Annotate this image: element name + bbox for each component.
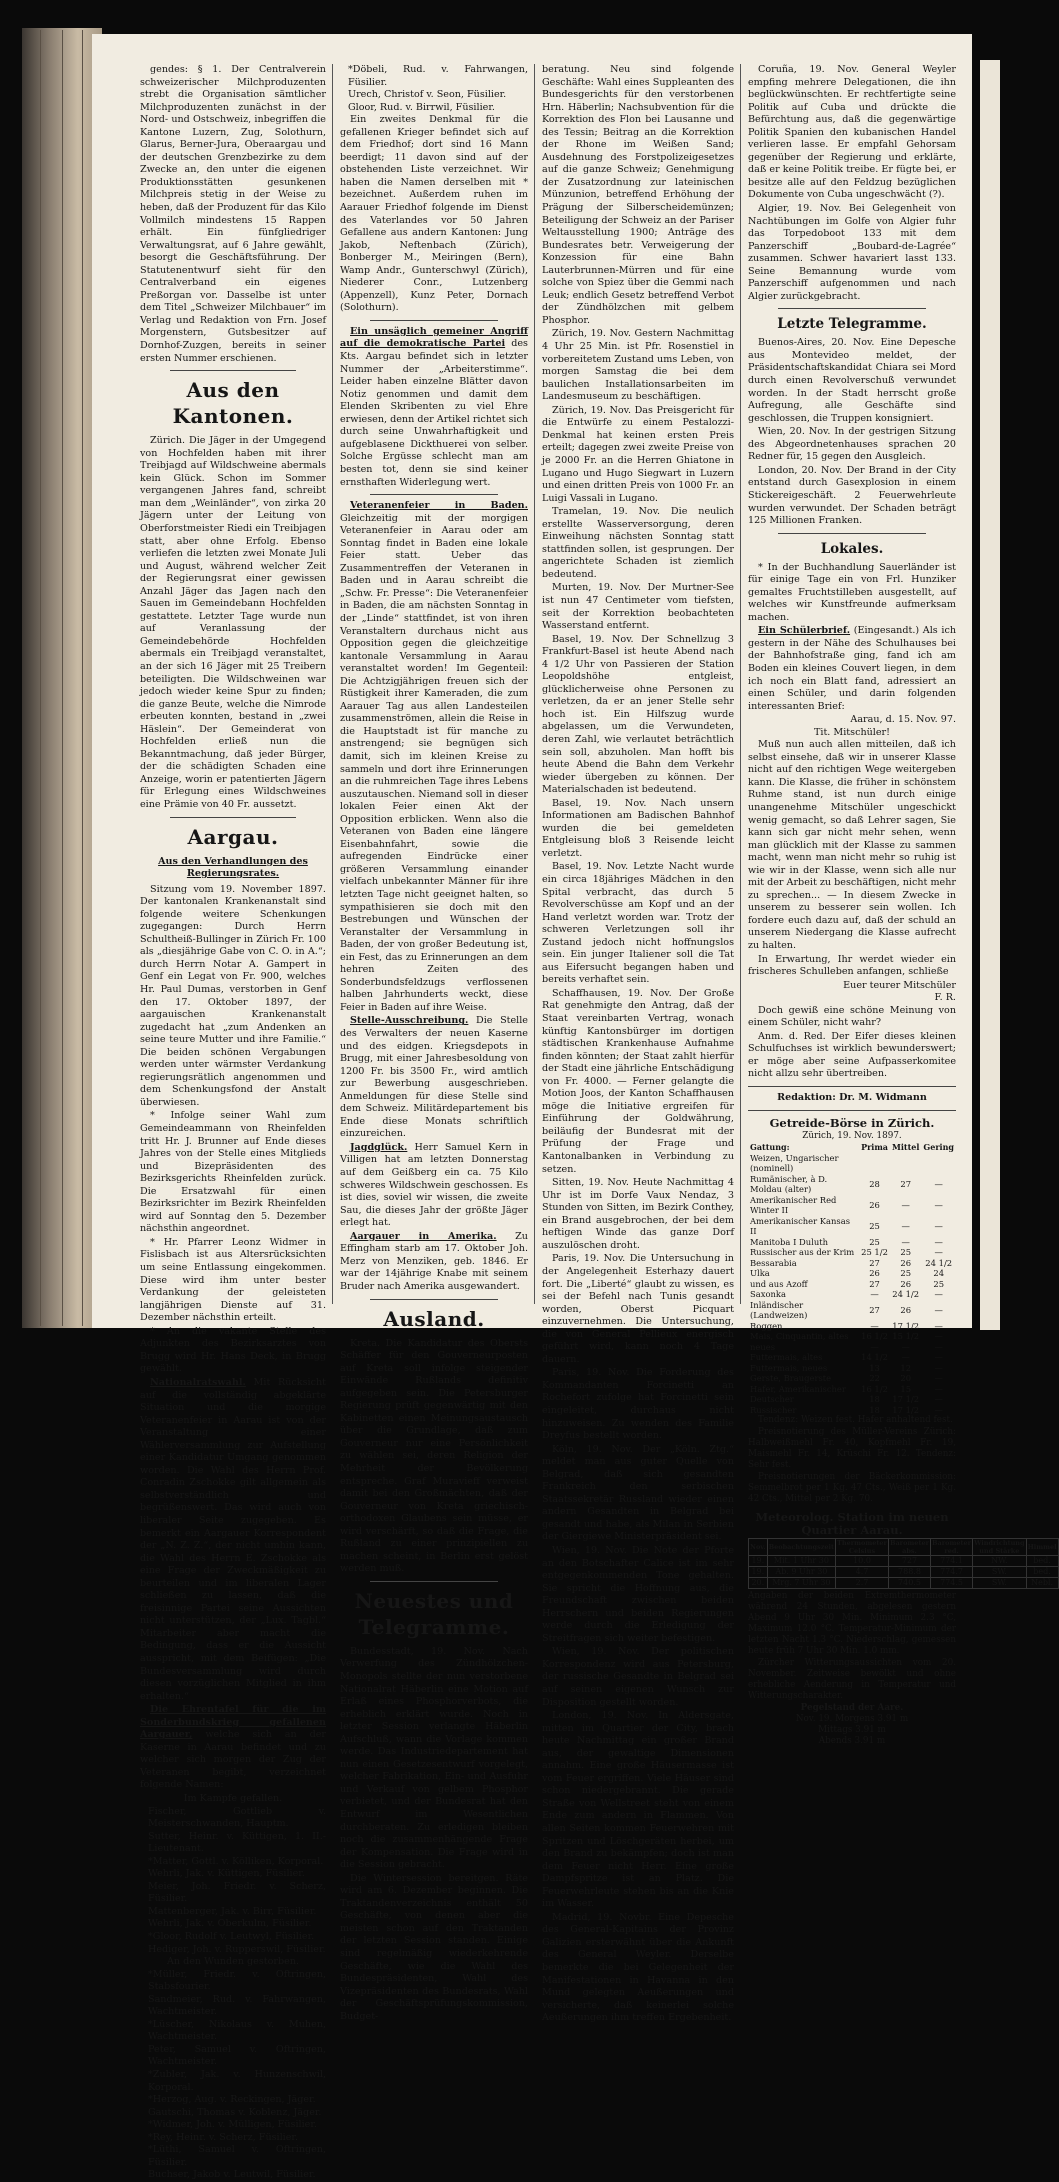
table-cell: Ulka: [750, 1268, 770, 1279]
tramelan-telegram: Tramelan, 19. Nov. Die neulich erstellte Wasserversorgung, deren Einweihung nächsten Sonntag statt stattfinden sollen, ist gesprungen. Der angerichtete Schaden ist ziemlich bedeutend.: [542, 506, 734, 580]
name-entry: Wehrli, Jak. v. Oberkulm, Füsilier.: [148, 1918, 312, 1930]
wounded-list: [140, 1969, 326, 2182]
table-cell: Hafer, Amerikanischer: [750, 1383, 846, 1394]
table-cell: Mais, Cinquantin, altes: [750, 1331, 849, 1342]
table-cell: 19.: [749, 1556, 768, 1567]
letter-comment: Doch gewiß eine schöne Meinung von einem Schüler, nicht wahr?: [748, 1004, 956, 1029]
column-2: [340, 64, 529, 2022]
flour-prices: Preisnotierung des Müller-Vereins Zürich: Halbweißmehl Fr. 40, Kopfmehl Fr. 19, Maismehl Fr. 14, Krüschi Fr. 12. Tendenz: Sehr fest.: [748, 1427, 956, 1471]
table-row: [749, 1567, 1059, 1578]
table-cell: —: [934, 1394, 943, 1405]
table-cell: [859, 1153, 890, 1174]
buenos-aires-telegram: Buenos-Aires, 20. Nov. Eine Depesche aus Montevideo meldet, der Präsidentschaftskandidat Chiara sei Mord durch einen Revolverschuß verwundet worden. In der Stadt herrscht große Aufregung, alle Geschäfte sind geschlossen, die Truppen konsigniert.: [748, 337, 956, 424]
table-cell: und aus Azoff: [750, 1278, 808, 1289]
zurich-telegram-1: Zürich, 19. Nov. Gestern Nachmittag 4 Uhr 25 Min. ist Pfr. Rosenstiel in vorbereitetem Zustand ums Leben, von morgen Samstag die bei dem baulichen Installationsarbeiten im Landesmuseum zu beschäftigen.: [542, 328, 734, 403]
name-entry: Gautschi, Thomas v. Koblenz, Jäger.: [148, 2106, 322, 2118]
table-cell: 17 1/2: [892, 1320, 920, 1331]
table-cell: 27: [869, 1278, 880, 1289]
letter-closing: In Erwartung, Ihr werdet wieder ein frischeres Schulleben anfangen, schließe: [748, 953, 956, 978]
table-row: [749, 1578, 1059, 1589]
grain-exchange-title: Getreide-Börse in Zürich.: [769, 1115, 935, 1130]
table-cell: —: [934, 1320, 943, 1331]
bundesstadt-article: Bundesstadt, 19. Nov. Nach Verwerfung des Zündhölzchen-Monopols stellte der nun verstorbene Nationalrat Häberlin eine Motion auf Erlaß eines Phosphorverbots, die erheblich erklärt wurde. Noch in letzter Session verlangte Häberlin Aufschluß, wann die Vorlage kommen werde. Das Industriedepartement hat nun einen Gesetzesentwurf vorgelegt, welcher Fabrikation, Ein- und Ausfuhr und Verkauf von gelbem Phosphor verbietet, und der Bundesrat hat den Entwurf im Wesentlichen durchberaten. Zu erledigen bleiben noch die zusammenhängende Frage der Kompensation. Die Frage wird in die Session gebracht.: [340, 1645, 528, 1871]
table-header: Barometer red.: [932, 1539, 972, 1556]
election-title: Nationalratswahl.: [150, 1376, 246, 1388]
hunt-article: Herr Samuel Kern in Villigen hat am letzten Donnerstag auf dem Geißberg ein ca. 75 Kilo schweres Wildschwein geschossen. Es ist dies, soviel wir wissen, die zweite Sau, die dieses Jahr der größte Jäger erlegt hat.: [340, 1141, 528, 1229]
london-telegram: London, 19. Nov. In Aldersgate, mitten im Quartier der City, brach heute Nachmittag ein großer Brand aus, der gewaltige Dimensionen annahm. Eine große Häusermasse ist vom Feuer ergriffen. Viele Häuser sind schon niedergebrannt. Die gerade Straße von Wellstreet steht von einem Ende zum andern in Flammen. Von allen Seiten kommen Feuerwehren mit Spritzen und Löschgeräten herbei, um den Brand zu bekämpfen; doch ist man dem Feuer nicht Herr. Eine große Dampfspritze ist an Platz. Die Feuerwehrleute stehen bis an die Knie im Wasser.: [542, 1710, 734, 1910]
river-level-entry: Mittags 3.91 m: [818, 1725, 886, 1736]
table-row: [748, 1289, 956, 1300]
table-cell: Russischer aus der Krim: [750, 1247, 855, 1258]
table-cell: Nebl.: [1026, 1578, 1058, 1589]
divider: [778, 533, 926, 534]
name-entry: *Zubler, Jak. v. Hunzenschwil, Korporal.: [148, 2069, 326, 2093]
table-cell: —: [870, 1341, 879, 1352]
table-cell: Bessarabia: [750, 1257, 797, 1268]
newspaper-page: [92, 34, 1057, 2181]
table-row: [748, 1342, 956, 1353]
student-letter-title: Ein Schülerbrief.: [758, 625, 851, 637]
name-entry: Peter, Samuel v. Oftringen, Wachtmeister.: [148, 2043, 326, 2068]
table-cell: Weizen, Ungarischer (nominell): [750, 1152, 839, 1174]
letter-date: Aarau, d. 15. Nov. 97.: [850, 714, 956, 726]
table-cell: 26: [900, 1278, 912, 1289]
basel-telegram-3: Basel, 19. Nov. Letzte Nacht wurde ein circa 18jähriges Mädchen in den Spital verbracht, das durch 5 Revolverschüsse am Kopf und an der Hand verletzt worden war. Trotz der schweren Verletzungen soll ihr Zustand jedoch nicht hoffnungslos sein. Ein junger Italiener soll die Tat aus Eifersucht begangen haben und bereits verhaftet sein.: [542, 861, 734, 986]
table-cell: neues: [750, 1341, 775, 1352]
widmer-notice: * Hr. Pfarrer Leonz Widmer in Fislisbach ist aus Altersrücksichten um seine Entlassung eingekommen. Diese wird ihm unter bester Verdankung der geleisteten langjährigen Dienste auf 31. Dezember nächsthin erteilt.: [140, 1236, 326, 1324]
table-cell: Amerikanischer Kansas II: [750, 1215, 851, 1237]
table-header: Beobachtungszeit: [767, 1539, 835, 1556]
table-row: [749, 1556, 1059, 1567]
wien-telegram: Wien, 20. Nov. In der gestrigen Sitzung des Abgeordnetenhauses sprachen 20 Redner für, 15 gegen den Ausgleich.: [748, 426, 956, 463]
letter-sign: Euer teurer Mitschüler: [843, 979, 956, 991]
veterans-article: Gleichzeitig mit der morgigen Veteranenfeier in Aarau oder am Sonntag findet in Baden eine lokale Feier statt. Ueber das Zusammentreffen der Veteranen in Baden und in Aarau schreibt die „Schw. Fr. Presse“: Die Veteranenfeier in Baden, die am nächsten Sonntag in der „Linde“ stattfindet, ist von ihren Veranstaltern durchaus nicht aus Opposition gegen die gleichzeitige kantonale Versammlung in Aarau veranstaltet worden! Im Gegenteil: Die Achtzigjährigen freuen sich der Rüstigkeit ihrer Kameraden, die zum Aarauer Tag aus allen Landesteilen zusammenströmen, allein die Reise in die Hauptstadt ist für manche zu anstrengend; sie begnügen sich damit, sich im kleinen Kreise zu sammeln und dort ihre Erinnerungen an die ruhmreichen Tage ihres Lebens auszutauschen. Niemand soll in dieser lokalen Feier einen Akt der Opposition erblicken. Wenn also die Veteranen von Baden eine längere Eisenbahnfahrt, sowie die aufregenden Eindrücke einer größeren Versammlung einander vielfach unbekannter Männer für ihre letzten Tage nicht geeignet halten, so sympathisieren sie doch mit den Bestrebungen und Wünschen der Veranstalter der Versammlung in Baden, der von großer Bedeutung ist, ein Fest, das zu Erinnerungen an dem hehren Zeiten des Sonderbundsfeldzugs verflossenen halben Jahrhunderts weckt, diese Feier in Baden auf ihre Weise.: [340, 512, 528, 1013]
name-entry: Buchser, Jakob v. Leutwil, Füsilier.: [148, 2169, 316, 2181]
divider: [370, 1581, 498, 1582]
name-entry: *Lüscher, Nikolaus v. Muhen, Wachtmeister.: [148, 2018, 326, 2043]
table-cell: —: [934, 1178, 943, 1189]
fallen-list: [140, 1806, 326, 1957]
job-article: Die Stelle des Verwalters der neuen Kaserne und des eidgen. Kriegsdepots in Brugg, mit einer Jahresbesoldung von 1200 Fr. bis 3500 Fr., wird amtlich zur Bewerbung ausgeschrieben. Anmeldungen für diese Stelle sind dem Schweiz. Militärdepartement bis Ende diese Monats schriftlich einzureichen.: [340, 1015, 528, 1140]
table-cell: 24 1/2: [892, 1289, 920, 1300]
student-letter-intro: (Eingesandt.) Als ich gestern in der Nähe des Schulhauses bei der Bahnhofstraße ging, fand ich am Boden ein kleines Couvert liegen, in dem ich noch ein Blatt fand, adressiert an einen Schüler, und darin folgenden interessanten Brief:: [748, 625, 956, 712]
table-cell: Manitoba I Duluth: [750, 1236, 828, 1247]
table-cell: bed.: [1026, 1567, 1058, 1578]
name-entry: Wehrli, Jak. v. Küttigen, Füsilier.: [148, 1868, 305, 1880]
table-header: Thermometer Celsius: [837, 1539, 887, 1556]
attack-title: Ein unsäglich gemeiner Angriff auf die demokratische Partei: [340, 325, 528, 350]
table-cell: 25: [900, 1268, 912, 1279]
table-row: [748, 1247, 956, 1258]
america-article: Zu Effingham starb am 17. Oktober Joh. Merz von Menziken, geb. 1846. Er war der 14jährige Knabe mit seinem Bruder nach Amerika ausgewandert.: [340, 1230, 528, 1292]
brunner-notice: * Infolge seiner Wahl zum Gemeindeammann von Rheinfelden tritt Hr. J. Brunner auf Ende dieses Jahres von der Stelle eines Mitglieds und Bizepräsidenten des Bezirksgerichts Rheinfelden zurück. Die Ersatzwahl für einen Bezirksrichter im Bezirk Rheinfelden wird auf Sonntag den 5. Dezember nächsthin angeordnet.: [140, 1110, 326, 1235]
table-cell: 4.7: [836, 1567, 889, 1578]
table-cell: —: [934, 1383, 943, 1394]
river-level-list: [748, 1714, 956, 1747]
table-cell: 740.5: [888, 1578, 930, 1589]
table-header: Prima: [861, 1142, 888, 1153]
table-header: Nov.: [749, 1539, 768, 1556]
section-heading-aargau: Aargau.: [187, 824, 279, 849]
table-cell: 13: [869, 1362, 880, 1373]
fallen-heading: Im Kampfe gefallen.: [183, 1793, 283, 1804]
koln-telegram: Köln, 19. Nov. Der „Köln. Ztg.“ meldet man aus guter Quelle von Belgrad, daß sich gesandten Frankreich den serbischen Staatssekretär Russland wieder einen andern Gesandten in Belgrad bei gesandt und habe, als Milan in Serbien der Giergiewe Ministerpräsident sei.: [542, 1443, 734, 1543]
grain-exchange-date: Zürich, 19. Nov. 1897.: [802, 1131, 902, 1142]
table-cell: —: [934, 1220, 943, 1231]
table-cell: 10.0: [836, 1556, 889, 1567]
divider: [370, 494, 498, 495]
table-cell: —: [934, 1304, 943, 1315]
table-cell: —: [934, 1289, 943, 1300]
table-cell: Russischer: [750, 1404, 797, 1415]
table-cell: 774.7: [931, 1567, 973, 1578]
table-cell: 19.: [749, 1567, 768, 1578]
session-items-article: beratung. Neu sind folgende Geschäfte: Wahl eines Suppleanten des Bundesgerichts für den verstorbenen Hrn. Häberlin; Nachsubvention für die Korrektion des Flon bei Lausanne und des Tessin; Beitrag an die Korrektion der Rhone im Weißen Sand; Ausdehnung des Forstpolizeigesetzes auf die ganze Schweiz; Genehmigung der Zusatzordnung zur lateinischen Münzunion, betreffend Erhöhung der Prägung der Silberscheidemünzen; Beteiligung der Schweiz an der Pariser Weltausstellung 1900; Anträge des Bundesrates betr. Verweigerung der Konzession für eine Bahn Lauterbrunnen-Mürren und für eine solche von Spiez über die Gemmi nach Leuk; endlich Gesetz betreffend Verbot der Zündhölzchen mit gelbem Phosphor.: [542, 64, 734, 326]
name-entry: Fischer, Gottlieb v. Meisterschwanden, Hauptm.: [148, 1805, 326, 1830]
name-entry: *Matter, Gottl. v. Kölliken, Korporal.: [148, 1855, 324, 1867]
hunt-title: Jagdglück.: [350, 1141, 408, 1153]
sitten-telegram: Sitten, 19. Nov. Heute Nachmittag 4 Uhr ist im Dorfe Vaux Nendaz, 3 Stunden von Sitten, im Bezirk Conthey, ein Brand ausgebrochen, der bei dem heftigen Winde das ganze Dorf auszulöschen droht.: [542, 1177, 734, 1251]
extreme-thermometer: Angaben der beiden Extremthermometer während 24 Stunden, abgelesen gestern Abend 9 Uhr 30 Min. Minimum 2.3 °C, Maximum 12.0 °C. Temperatur-Minimum der letzten Nacht 1.3 °C. Niederschlag, gemessen heute früh 7 Uhr 30 Min. 1.0 mm.: [748, 1591, 956, 1657]
milk-association-article: gendes: § 1. Der Centralverein schweizerischer Milchproduzenten strebt die Organisation sämtlicher Milchproduzenten zunächst in der Nord- und Ostschweiz, inbegriffen die Kantone Luzern, Zug, Solothurn, Glarus, Berner-Jura, Oberaargau und der deutschen Grenzbezirke zu dem Zwecke an, den unter die eigenen Produktionsstätten gesunkenen Milchpreis stetig in der Weise zu heben, daß der Produzent für das Kilo Vollmilch mindestens 15 Rappen erhält. Ein fünfgliedriger Verwaltungsrat, auf 6 Jahre gewählt, besorgt die Geschäftsführung. Der Statutenentwurf sieht für den Centralverband ein eigenes Preßorgan vor. Dasselbe ist unter dem Titel „Schweizer Milchbauer“ im Verlag und Redaktion von Frn. Josef Morgenstern, Gutsbesitzer auf Dornhof-Zuzgen, bereits in seiner ersten Nummer erschienen.: [140, 64, 326, 364]
divider: [370, 320, 498, 321]
divider: [748, 1086, 956, 1087]
sauerlaender-notice: * In der Buchhandlung Sauerländer ist für einige Tage ein von Frl. Hunziker gemaltes Fruchtstilleben ausgestellt, auf welches wir Kunstfreunde aufmerksam machen.: [748, 561, 956, 623]
table-cell: 788.8: [888, 1567, 930, 1578]
editor-note: Anm. d. Red. Der Eifer dieses kleinen Schulfuchses ist wirklich bewunderswert; er möge aber seine Aufpasserkomitee nicht allzu sehr übertreiben.: [748, 1030, 956, 1080]
column-rule: [534, 64, 535, 1304]
binding-edge: [40, 30, 41, 1326]
name-entry: Sutter, Heinr. v. Küttigen, 1. II.-Lieutenant.: [148, 1830, 326, 1855]
wien-telegram-2: Wien, 19. Nov. Der politischen Korrespondenz wird aus Petersburg, der russische Gesandte in Belgrad sei auf seinen eigenen Wunsch zur Disposition gestellt worden.: [542, 1646, 734, 1708]
table-row: [748, 1363, 956, 1374]
table-cell: Ab. 9 Uhr 30: [767, 1567, 835, 1578]
names-continued: [340, 64, 528, 114]
table-row: [748, 1394, 956, 1405]
table-cell: 20: [900, 1373, 912, 1384]
basel-telegram-1: Basel, 19. Nov. Der Schnellzug 3 Frankfurt-Basel ist heute Abend nach 4 1/2 Uhr von Passieren der Station Leopoldshöhe entgleist, glücklicherweise ohne Personen zu verletzen, da er an jener Stelle sehr hoch ist. Ein Hilfszug wurde abgelassen, um die Verwundeten, deren Zahl, wie verlautet beträchtlich sein soll, abzuholen. Man hofft bis heute Abend die Bahn dem Verkehr wieder übergeben zu können. Der Materialschaden ist bedeutend.: [542, 633, 734, 796]
name-entry: *Müller, Friedr. v. Oftringen, Stabsfourier.: [148, 1968, 326, 1993]
table-header: Mittel: [891, 1142, 920, 1153]
table-cell: Inländischer (Landweizen): [750, 1299, 808, 1321]
table-cell: 727: [888, 1556, 930, 1567]
table-cell: SW.: [973, 1578, 1027, 1589]
table-cell: 774.5: [931, 1578, 973, 1589]
table-cell: —: [901, 1352, 910, 1363]
table-cell: —: [870, 1320, 879, 1331]
table-cell: Mrg. 7 Uhr 30: [767, 1578, 835, 1589]
table-cell: Deutscher: [750, 1394, 794, 1405]
letter-initials: F. R.: [934, 992, 956, 1004]
editor-line: Redaktion: Dr. M. Widmann: [777, 1092, 927, 1104]
name-entry: Sandmeier, Rud. v. Fahrwangen, Wachtmeister.: [148, 1993, 326, 2018]
weather-outlook: Zürcher Witterungsaussichten vom 20. November. Zeitweise bewölkt und ohne erhebliche Aenderung in Temperatur und Witterungscharakter.: [748, 1658, 956, 1702]
table-cell: 27: [869, 1304, 880, 1315]
article-zurich-hunt: Zürich. Die Jäger in der Umgegend von Hochfelden haben mit ihrer Treibjagd auf Wildschweine abermals kein Glück. Schon im Sommer vergangenen Jahres fand, schreibt man dem „Weinländer“, von zirka 20 Jägern unter der Leitung von Oberforstmeister Riedi ein Treibjagen statt, aber ohne Erfolg. Ebenso verliefen die letzten zwei Monate Juli und August, während welcher Zeit der Regierungsrat einer gewissen Anzahl Jäger das Jagen nach den Sauen im Gemeindebann Hochfelden gestattete. Letzter Tage wurde nun auf Veranlassung der Gemeindebehörde Hochfelden abermals ein Treibjagd veranstaltet, an der sich 16 Jäger mit 25 Treibern beteiligten. Die Wildschweinen war jedoch wieder keine Spur zu finden; die ganze Beute, welche die Nimrode erbeuten konnten, bestand in „zwei Häslein“. Der Gemeinderat von Hochfelden erließ nun die Bekanntmachung, daß jeder Bürger, der die schädigten Schaden eine Anzeige, worin er patentierten Jägern für Erlegung eines Wildschweines eine Prämie von 40 Fr. aussetzt.: [140, 435, 326, 810]
table-cell: —: [901, 1220, 910, 1231]
attack-article: des Kts. Aargau befindet sich in letzter Nummer der „Arbeiterstimme“. Leider haben einzelne Blätter davon Notiz genommen und damit dem Elenden Skribenten zu viel Ehre erwiesen, denn der Artikel richtet sich durch seine Unwahrhaftigkeit und aufgeblasene Dickthuerei von selber. Solche Ergüsse schlecht man am besten tot, denn sie sind keiner ernsthaften Widerlegung wert.: [340, 338, 529, 488]
divider: [778, 308, 926, 309]
madrid-telegram: Madrid, 19. Novbr. Eine Depesche des General-Kapitains der Provinz Galizien ersterwähnt über die Ankunft des General Weyler. Derselbe bemerkte die bei Gelegenheit der Manifestationen in Havanna in den Mund gelegten Aeußerungen und versicherte, daß keinerlei solche Aeußerungen ihm treffen Ergebenheit.: [542, 1911, 734, 2024]
table-cell: —: [901, 1236, 910, 1247]
table-row: [748, 1268, 956, 1279]
table-cell: 20.: [749, 1578, 768, 1589]
table-cell: —: [934, 1362, 943, 1373]
table-row: [748, 1153, 956, 1174]
grain-price-table: [748, 1142, 956, 1415]
table-header: Himmel: [1026, 1539, 1058, 1556]
section-heading-telegrams: Neuestes und Telegramme.: [354, 1588, 514, 1639]
table-cell: —: [934, 1352, 943, 1363]
table-cell: 16 1/2: [861, 1331, 888, 1342]
table-cell: 12: [900, 1362, 912, 1373]
table-cell: 28: [869, 1178, 880, 1189]
section-heading-kantone: Aus den Kantonen.: [172, 378, 294, 429]
table-row: [748, 1331, 956, 1342]
column-3: [542, 64, 734, 2024]
paris-telegram-1: Paris, 19. Nov. Die Untersuchung in der Angelegenheit Esterhazy dauert fort. Die „Liberté“ glaubt zu wissen, es sei der Befehl nach Tunis gesandt worden, Oberst Picquart einzuvernehmen. Die Untersuchung, die von General Pellieux energisch geführt wird, kann noch 4 Tage dauern.: [542, 1253, 734, 1365]
lokales-heading: Lokales.: [820, 540, 884, 557]
table-cell: 25: [933, 1278, 945, 1289]
table-row: [748, 1216, 956, 1237]
table-cell: 17 1/2: [892, 1394, 920, 1405]
coruna-telegram: Coruña, 19. Nov. General Weyler empfing mehrere Delegationen, die ihn beglückwünschten. Er rechtfertigte seine Politik auf Cuba und drückte die Befürchtung aus, daß die gegenwärtige Politik Spanien den kubanischen Handel verlieren lasse. Er empfahl Gehorsam gegenüber der Regierung und erklärte, daß er keine Politik treibe. Er fügte bei, er besitze alle auf den Feldzug bezüglichen Dokumente von Cuba ungeschwächt (?).: [748, 64, 956, 201]
table-cell: —: [934, 1236, 943, 1247]
table-cell: —: [934, 1404, 943, 1415]
table-cell: SW.: [973, 1567, 1027, 1578]
america-title: Aargauer in Amerika.: [350, 1230, 497, 1242]
job-title: Stelle-Ausschreibung.: [350, 1015, 469, 1027]
algier-telegram: Algier, 19. Nov. Bei Gelegenheit von Nachtübungen im Golfe von Algier fuhr das Torpedoboot 133 mit dem Panzerschiff „Boubard-de-Lagrée“ zusammen. Schwer havariert lasst 133. Seine Bemannung wurde vom Panzerschiff aufgenommen und nach Algier zurückgebracht.: [748, 203, 956, 302]
table-row: [748, 1237, 956, 1248]
last-telegrams-heading: Letzte Telegramme.: [777, 316, 927, 333]
table-cell: 22: [869, 1373, 880, 1384]
table-cell: 27: [869, 1257, 880, 1268]
table-cell: 26: [900, 1304, 912, 1315]
table-cell: 25: [900, 1247, 912, 1258]
table-cell: 26: [900, 1257, 912, 1268]
table-cell: 24 1/2: [925, 1257, 953, 1268]
table-cell: 27: [900, 1178, 912, 1189]
table-cell: —: [934, 1331, 943, 1342]
letter-salutation: Tit. Mitschüler!: [813, 726, 890, 738]
table-cell: 26: [869, 1199, 880, 1210]
memorial-title: Die Ehrentafel für die im Sonderbundskrieg gefallenen Aargauer,: [140, 1704, 326, 1741]
column-1: [140, 64, 326, 2181]
wounded-heading: An den Wunden gestorben.: [166, 1956, 300, 1968]
name-entry: Hediger, Joh. v. Rupperswil, Füsilier.: [148, 1943, 326, 1955]
table-row: [748, 1258, 956, 1269]
table-row: [748, 1352, 956, 1363]
weather-table: [748, 1538, 1059, 1589]
grain-tendency: Tendenz: Weizen fest. Hafer anhaltend fest.: [758, 1415, 953, 1426]
name-entry: *Herzog, Aug. v. Reckingen, Jäger.: [148, 2094, 316, 2106]
table-cell: —: [934, 1373, 943, 1384]
name-entry: Mattenberger, Jak. v. Birr, Füsilier.: [148, 1905, 317, 1917]
table-cell: bed.: [1026, 1556, 1058, 1567]
london-fire-telegram: London, 20. Nov. Der Brand in der City entstand durch Gasexplosion in einem Stickereigeschäft. 2 Feuerwehrleute wurden verwundet. Der Schaden beträgt 125 Millionen Franken.: [748, 464, 956, 527]
table-cell: 14 1/2: [861, 1352, 888, 1363]
table-header: Windrichtung und Stärke: [974, 1539, 1025, 1556]
deck-notice: * An die vakante Stelle des Adjunkten des Bezirksarztes von Brugg wird Hr. Hans Deck, in Brugg gewählt.: [140, 1325, 326, 1375]
name-entry: *Lüthi, Samuel v. Oftringen, Füsilier.: [148, 2144, 326, 2168]
table-cell: Futtermais, neues: [750, 1362, 828, 1373]
table-row: [748, 1279, 956, 1290]
table-cell: 2.7: [836, 1578, 889, 1589]
weather-station-title: Meteorolog. Station im neuen Quartier Aarau.: [755, 1510, 949, 1537]
table-cell: Saxonka: [750, 1289, 786, 1300]
river-level-entry: Abends 3.91 m: [818, 1736, 886, 1747]
table-cell: 17 1/2: [892, 1404, 920, 1415]
table-row: [748, 1405, 956, 1416]
table-cell: Rumänischer, à D. Moldau (alter): [750, 1173, 828, 1195]
table-cell: Mit. 1 Uhr 30: [767, 1556, 835, 1567]
paris-telegram-2: Paris, 19. Nov. Die Forderung des Kommandanten Forcinetti an Rochefort zufolge hat Forcinetti sein eingeleitet, durchaus nicht hinzuweisen. Zu wenden des Familie Dreyfus bestellt worden.: [542, 1367, 734, 1442]
table-cell: 15: [900, 1383, 912, 1394]
table-cell: —: [934, 1247, 943, 1258]
veterans-title: Veteranenfeier in Baden.: [350, 500, 528, 512]
table-cell: 18: [869, 1404, 880, 1415]
table-cell: [921, 1153, 956, 1174]
winter-session-article: Die Wintersession bereitgen. Räte wird am 6. Dezember beginnen. Die Traktandenverzeichnis enthält 50 Geschäfte, von denen aber die meisten schon auf den Traktanden der letzten Session standen. Einige sind regelmäßig wiederkehrende Geschäfte, wie die Wahl des Bundespräsidenten, Wahl des Vizepräsidenten des Bundesrats, Wahl der Geschäftsprüfungskommission, Budget-: [340, 1872, 528, 2022]
column-rule: [332, 64, 333, 1304]
table-cell: NW.: [973, 1556, 1027, 1567]
table-cell: 25: [869, 1220, 880, 1231]
binding-edge: [82, 30, 83, 1326]
name-entry: *Gloor, Rudolf v. Leutwyl, Füsilier.: [148, 1931, 315, 1943]
table-header: Gering: [923, 1142, 954, 1153]
column-rule: [740, 64, 741, 1304]
table-cell: —: [934, 1199, 943, 1210]
table-cell: Roggen: [750, 1320, 783, 1331]
section-heading-ausland: Ausland.: [383, 1306, 485, 1331]
column-4: [748, 64, 1057, 1747]
table-cell: 24: [933, 1268, 945, 1279]
zurich-telegram-2: Zürich, 19. Nov. Das Preisgericht für die Entwürfe zu einem Pestalozzi-Denkmal hat keinen ersten Preis erteilt; dagegen zwei zweite Preise von je 2000 Fr. an die Herren Ghiatone in Lugano und Hugo Siegwart in Luzern und einen dritten Preis von 1000 Fr. an Luigi Vassali in Lugano.: [542, 404, 734, 504]
basel-telegram-2: Basel, 19. Nov. Nach unsern Informationen am Badischen Bahnhof wurden die bei gemeldeten Entgleisung bloß 3 Reisende leicht verletzt.: [542, 797, 734, 859]
divider: [170, 817, 296, 818]
table-cell: Amerikanischer Red Winter II: [750, 1194, 837, 1216]
table-row: [748, 1174, 956, 1195]
table-cell: [890, 1153, 921, 1174]
table-cell: —: [901, 1199, 910, 1210]
schaffhausen-telegram: Schaffhausen, 19. Nov. Der Große Rat genehmigte den Antrag, daß der Staat vereinbarten Vertrag, wonach künftig Kantonsbürger im dortigen städtischen Krankenhause Aufnahme finden könnten; der Staat zahlt hierfür der Stadt eine jährliche Entschädigung von Fr. 4000. — Ferner gelangte die Motion Joos, der Kanton Schaffhausen möge die Initiative ergreifen für Einführung der Goldwährung, beiläufig der Bundesrat mit der Prüfung der Frage und Kantonalbanken in Verbindung zu setzen.: [542, 987, 734, 1175]
table-cell: Gerste, Braugerste: [750, 1373, 832, 1384]
name-entry: Meier, Joh. Friedr. v. Scherz, Füsilier.: [148, 1880, 326, 1905]
letter-body: Muß nun auch allen mitteilen, daß ich selbst einsehe, daß wir in unserer Klasse nicht auf den richtigen Wege weitergeben kann. Die Klasse, die früher in schönstem Ruhme stand, ist nun durch einige unangenehme Mitschüler ungeschickt wenig gemacht, so daß Lehrer sagen, Sie kann sich gar nicht mehr sehen, wenn man glücklich mit der Klasse zu sammen macht, wenn man nicht mehr so ruhig ist wie wir in der Klasse, wenn sich alle nur mit der Arbeit zu beschäftigen, nicht mehr zu sprechen... — In diesem Zwecke in unserem zu besserer sein wollen. Ich fordere euch dazu auf, daß der schuld an unserem Niedergang die Klasse aufrecht zu halten.: [748, 739, 956, 951]
murten-telegram: Murten, 19. Nov. Der Murtner-See ist nun 47 Centimeter vom tiefsten, seit der Korrektion beobachteten Wasserstand entfernt.: [542, 582, 734, 632]
table-cell: 25: [869, 1236, 880, 1247]
memorial-article: welche sich an der Kaserne in Aarau befindet und zu welcher sich morgen der Zug der Veteranen begibt, verzeichnet folgende Namen:: [140, 1729, 326, 1791]
divider: [748, 1110, 956, 1111]
crete-article: Kreta. Die Kandidatur des Obersts Schäffer für den Gouverneurposten auf Kreta soll infolge steigender Einwände Rußlands definitiv aufgegeben sein. Die Petersburger Regierung prüft gegenwärtig mit den Kabinetten einen Meinungsaustausch über die Grundlage, daß zum Gouverneur nur eine Persönlichkeit zu wählen sei, deren Religion der Mehrheit der Bevölkerung entspreche. Graf Muravieff verweist damit bei den Großmächten, daß der Gouverneur von Kreta griechisch-orthodoxen Glaubens sein müsse, er wird verschärft, so daß die Frage, die Rußland zu einer prinzipiellen zu machen scheint, in Berlin erst gelöst werden muß.: [340, 1337, 528, 1575]
river-level-title: Pegelstand der Aare.: [800, 1703, 904, 1714]
table-header: Barometer abs.: [889, 1539, 930, 1556]
divider: [170, 370, 296, 371]
table-cell: 774.1: [931, 1556, 973, 1567]
table-row: [748, 1373, 956, 1384]
monument-article: Ein zweites Denkmal für die gefallenen Krieger befindet sich auf dem Friedhof; dort sind 16 Mann beerdigt; 11 davon sind auf der obstehenden Liste verzeichnet. Wir haben die Namen derselben mit * bezeichnet. Außerdem ruhen im Aarauer Friedhof folgende im Dienst des Vaterlandes vor 50 Jahren Gefallene aus andern Kantonen: Jung Jakob, Neftenbach (Zürich), Bonberger M., Meiringen (Bern), Wamp Andr., Gunterschwyl (Zürich), Niederer Conr., Lutzenberg (Appenzell), Kunz Peter, Dornach (Solothurn).: [340, 114, 528, 314]
table-header: Gattung:: [750, 1142, 790, 1153]
name-entry: *Widmer, Joh. v. Mülligen, Füsilier.: [148, 2119, 317, 2131]
council-title: Aus den Verhandlungen des Regierungsrates.: [158, 855, 308, 880]
table-row: [748, 1195, 956, 1216]
adjacent-page-edge: [980, 60, 1000, 1330]
table-cell: 26: [869, 1268, 880, 1279]
table-cell: 15 1/2: [892, 1331, 920, 1342]
bread-prices: Preisnotierungen der Bäckerkommission: Semmelbrot per 1 Kg. 47 Cts., Weiß per 1 Kg. 42 Cts., Mittel per 2 Kg. 70.: [748, 1472, 956, 1505]
table-row: [748, 1300, 956, 1321]
table-cell: 16 1/2: [861, 1383, 888, 1394]
election-article: Mit Rücksicht auf die vollständig abgeklärte Situation und die morgige Veteranenfeier in Aarau ist von der Veranstaltung einer Wählerversammlung zur Aufstellung einer Kandidatur Umgang genommen worden. Die Wahl des Herrn Prof. Conradin Zschokke gilt allgemein als selbstverständlich und begrüßenswert. Das wird auch von liberaler Seite zugegeben. Es bemerkt ein Aargauer Korrespondent der „N. Z. Z.“, der nicht umhin kann, die Wahl des Herrn E. Zschokke als eine Frage der Zweckmäßigkeit zu beurteilen und im liberalen Lager schließen zu lassen, daß die freisinnige Partei seine Aussichten nicht unterstützen, der „Lux. Tagbl.“ Mitarbeiter aber macht die Bedingung, dass er die Aussicht ausspricht, mit dem Beifügen: „Die Bundesversammlung wird durch diesen vorzüglichen Mitglied in ihm erhalten.“: [140, 1376, 326, 1702]
divider: [370, 1299, 498, 1300]
name-entry: *Döbeli, Rud. v. Fahrwangen, Füsilier.: [348, 64, 528, 88]
table-cell: 18: [869, 1394, 880, 1405]
name-entry: *Rey, Heinr. v. Scherz, Füsilier.: [148, 2131, 299, 2143]
table-row: [748, 1384, 956, 1395]
table-row: [748, 1321, 956, 1332]
name-entry: Gloor, Rud. v. Birrwil, Füsilier.: [348, 101, 495, 113]
table-cell: —: [934, 1341, 943, 1352]
council-article: Sitzung vom 19. November 1897. Der kantonalen Krankenanstalt sind folgende weitere Schenkungen zugegangen: Durch Herrn Schultheiß-Bullinger in Zürich Fr. 100 als „diesjährige Gabe von C. O. in A.“; durch Herrn Notar A. Gampert in Genf ein Legat von Fr. 900, welches Hr. Paul Dumas, verstorben in Genf den 17. Oktober 1897, der aargauischen Krankenanstalt zugedacht hat „zum Andenken an seine teure Mutter und ihre Familie.“ Die beiden schönen Vergabungen werden unter wärmster Verdankung regierungsrätlich angenommen und dem Schenkungsfond der Anstalt überwiesen.: [140, 883, 326, 1108]
river-level-entry: Nov. 19. Morgens 3.91 m: [795, 1714, 909, 1725]
table-cell: 25 1/2: [861, 1247, 888, 1258]
wien-telegram-1: Wien, 19. Nov. Die Note der Pforte an den Botschafter Calice ist im sehr entgegenkommenden Tone gehalten. Sie spricht die Hoffnung aus, die Freundschaft zwischen beiden Herrschern und beiden Regierungen werde durch die Erledigung der Streitfragen sich weiter befestigen.: [542, 1544, 734, 1644]
name-entry: Urech, Christof v. Seon, Füsilier.: [348, 89, 507, 101]
table-cell: —: [870, 1289, 879, 1300]
table-cell: Futtermais, altes: [750, 1352, 823, 1363]
table-cell: —: [901, 1341, 910, 1352]
binding-edge: [62, 30, 63, 1326]
